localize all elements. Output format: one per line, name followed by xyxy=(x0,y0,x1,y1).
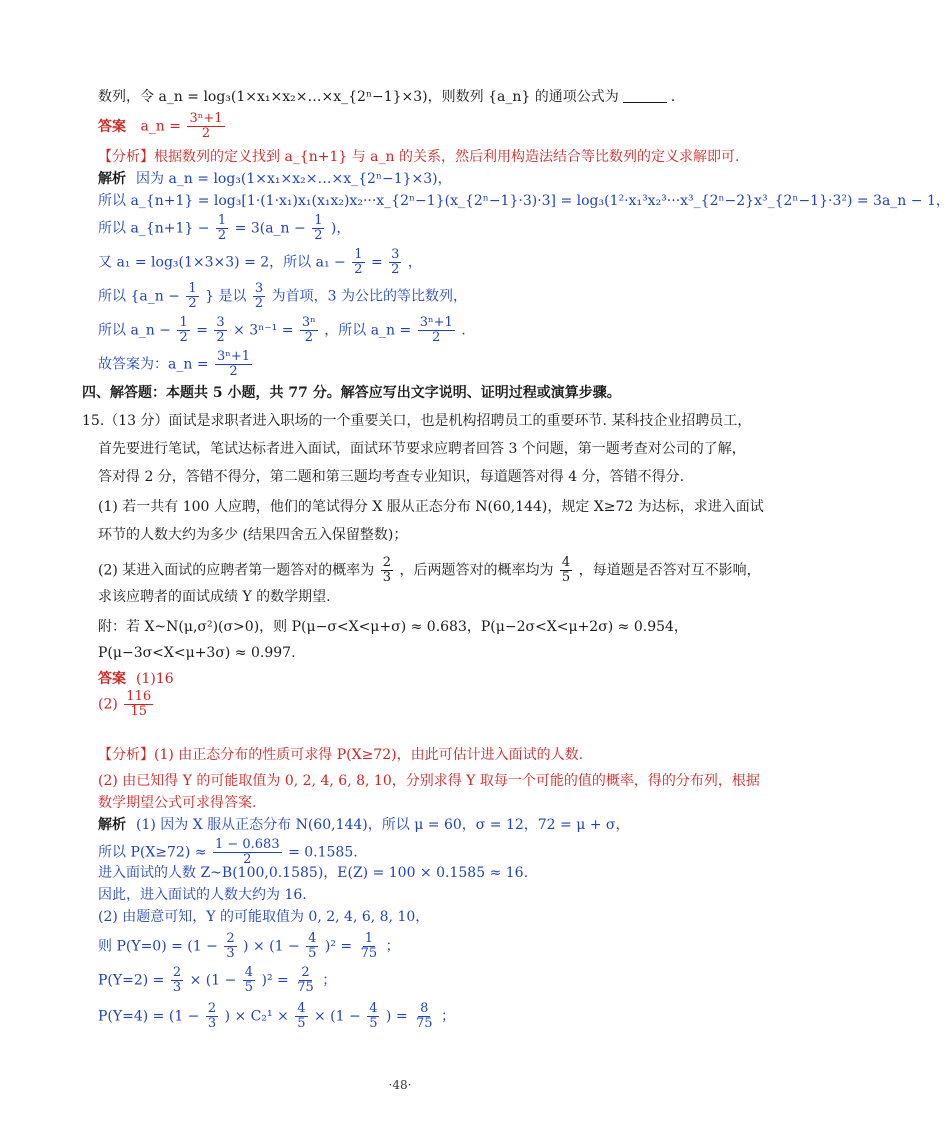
fraction-numerator: 3ⁿ+1 xyxy=(419,315,453,330)
text-part: ) = xyxy=(385,1008,408,1025)
text-part: ，所以 a_n = xyxy=(324,322,412,339)
answer-part-2: (2) xyxy=(98,696,118,713)
text-part: = xyxy=(196,322,208,339)
analysis-line-14: 【分析】根据数列的定义找到 a_{n+1} 与 a_n 的关系，然后利用构造法结合等比数列的定义求解即可. xyxy=(98,149,740,165)
solution-line-6 xyxy=(98,316,466,345)
fraction-three-halves xyxy=(253,282,265,311)
section-heading: 四、解答题：本题共 5 小题，共 77 分。解答应写出文字说明、证明过程或演算步骤。 xyxy=(82,385,621,401)
fraction-two-thirds xyxy=(206,1002,218,1031)
fraction-denominator: 2 xyxy=(217,228,227,243)
fraction-numerator: 1 − 0.683 xyxy=(214,837,280,852)
solution-15-line-7 xyxy=(98,966,336,995)
solution-text: 因为 a_n = log₃(1×x₁×x₂×…×x_{2ⁿ−1}×3)， xyxy=(136,171,452,187)
fraction-half xyxy=(352,248,364,277)
fraction-denominator: 2 xyxy=(254,296,264,311)
solution-line-7 xyxy=(98,350,254,379)
text-part: = xyxy=(370,254,383,271)
text-part: = 0.1585. xyxy=(288,844,358,861)
fraction-numerator: 8 xyxy=(420,1001,429,1016)
fraction-numerator: 4 xyxy=(244,965,254,980)
fraction-numerator: 3ⁿ xyxy=(301,315,316,330)
problem-14-tail xyxy=(98,86,675,108)
problem-15-line-2: 首先要进行笔试，笔试达标者进入面试，面试环节要求应聘者回答 3 个问题，第一题考查对公司的了解， xyxy=(98,441,746,457)
text-part: ； xyxy=(441,1008,456,1025)
fraction-denominator: 2 xyxy=(432,330,441,345)
fraction-numerator: 116 xyxy=(126,689,152,704)
fraction-denominator: 3 xyxy=(382,570,392,585)
fraction-two-thirds xyxy=(224,932,236,961)
solution-line-1 xyxy=(98,168,452,190)
text-part: )² = xyxy=(261,972,289,989)
fraction-denominator: 15 xyxy=(130,704,147,719)
solution-line-3 xyxy=(98,214,350,243)
text-part: )² = xyxy=(324,938,353,955)
text-part: 所以 a_{n+1} − xyxy=(98,220,210,237)
solution-line-5 xyxy=(98,282,467,311)
problem-14-text: 数列，令 a_n = log₃(1×x₁×x₂×…×x_{2ⁿ−1}×3)，则数列 {a_n} 的通项公式为 xyxy=(98,89,619,105)
answer-line-15b xyxy=(98,690,155,719)
answer-line-15 xyxy=(98,668,174,690)
fraction-numerator: 1 xyxy=(179,315,188,330)
text-part: × 3ⁿ⁻¹ = xyxy=(233,322,294,339)
text-part: 则 P(Y=0) = (1 − xyxy=(98,938,218,955)
text-part: ，每道题是否答对互不影响， xyxy=(578,562,761,579)
fraction-denominator: 2 xyxy=(201,126,211,141)
text-part: = 3(a_n − xyxy=(234,220,306,237)
text-part: 所以 {a_n − xyxy=(98,288,180,305)
page-number: ·48· xyxy=(388,1078,412,1092)
fraction-three-halves xyxy=(389,248,401,277)
fraction-denominator: 5 xyxy=(369,1016,378,1031)
fraction-numerator: 1 xyxy=(217,213,227,228)
text-part: } 是以 xyxy=(205,288,247,305)
fraction-numerator: 3 xyxy=(254,281,264,296)
problem-15-line-7: 求该应聘者的面试成绩 Y 的数学期望. xyxy=(98,589,331,605)
problem-15-appendix-1: 附：若 X~N(μ,σ²)(σ>0)，则 P(μ−σ<X<μ+σ) ≈ 0.683，P(μ−2σ<X<μ+2σ) ≈ 0.954， xyxy=(98,619,688,635)
fraction-one-75 xyxy=(359,932,380,961)
fraction-two-thirds xyxy=(381,556,393,585)
answer-line-14 xyxy=(98,112,227,141)
fraction-numerator: 1 xyxy=(188,281,197,296)
solution-15-line-4: 因此，进入面试的人数大约为 16. xyxy=(98,887,307,903)
fraction-four-fifths xyxy=(306,932,318,961)
text-part: 又 a₁ = log₃(1×3×3) = 2，所以 a₁ − xyxy=(98,254,346,271)
fraction-numerator: 1 xyxy=(314,213,323,228)
fraction-3n-half xyxy=(300,316,318,345)
fraction-half xyxy=(312,214,324,243)
fraction-four-fifths xyxy=(243,966,255,995)
fraction-answer xyxy=(124,690,153,719)
text-part: ， xyxy=(407,254,422,271)
fraction-denominator: 75 xyxy=(360,946,378,961)
solution-line-2: 所以 a_{n+1} = log₃[1·(1·x₁)x₁(x₁x₂)x₂···x_{2ⁿ−1}(x_{2ⁿ−1}·3)·3] = log₃(1²·x₁³x₂³···x³_{2ⁿ−2}x³_{2ⁿ−1}·3²) = 3a_n − 1， xyxy=(98,193,950,209)
problem-15-line-4: (1) 若一共有 100 人应聘，他们的笔试得分 X 服从正态分布 N(60,144)，规定 X≥72 为达标，求进入面试 xyxy=(98,499,764,515)
answer-fraction xyxy=(187,112,224,141)
problem-15-line-6 xyxy=(98,556,761,585)
text-part: )， xyxy=(330,220,351,237)
fraction-four-fifths xyxy=(560,556,572,585)
fraction-numerator: 2 xyxy=(172,965,182,980)
fraction-numerator: 3 xyxy=(391,247,400,262)
answer-expr: a_n = xyxy=(140,118,181,135)
fraction-numerator: 2 xyxy=(207,1001,217,1016)
fraction-3n1-half xyxy=(418,316,455,345)
solution-15-line-6 xyxy=(98,932,400,961)
fraction-denominator: 3 xyxy=(172,980,182,995)
fraction-four-fifths xyxy=(295,1002,307,1031)
analysis-line-15-2: (2) 由已知得 Y 的可能取值为 0, 2, 4, 6, 8, 10，分别求得 Y 取每一个可能的值的概率，得的分布列，根据 xyxy=(98,773,760,789)
fraction-denominator: 5 xyxy=(244,980,254,995)
fraction-denominator: 2 xyxy=(188,296,197,311)
problem-15-line-5: 环节的人数大约为多少 (结果四舍五入保留整数)； xyxy=(98,527,408,543)
fraction-numerator: 2 xyxy=(382,555,392,570)
text-part: ) × C₂¹ × xyxy=(224,1008,289,1025)
fraction-denominator: 5 xyxy=(561,570,571,585)
fraction-eight-75 xyxy=(414,1002,435,1031)
text-part: ； xyxy=(322,972,337,989)
text-part: ) × (1 − xyxy=(243,938,300,955)
text-part: P(Y=2) = xyxy=(98,972,165,989)
fraction-denominator: 3 xyxy=(226,946,235,961)
fraction-denominator: 2 xyxy=(229,364,238,379)
solution-15-line-1 xyxy=(98,814,630,836)
answer-label: 答案 xyxy=(98,118,126,135)
text-part: 所以 P(X≥72) ≈ xyxy=(98,844,207,861)
fraction-numerator: 3 xyxy=(216,315,225,330)
fraction-denominator: 75 xyxy=(297,980,314,995)
text-part: (2) 某进入面试的应聘者第一题答对的概率为 xyxy=(98,562,375,579)
fraction-denominator: 2 xyxy=(243,852,252,867)
fraction-numerator: 4 xyxy=(369,1001,378,1016)
text-part: ； xyxy=(385,938,400,955)
solution-15-line-5: (2) 由题意可知，Y 的可能取值为 0, 2, 4, 6, 8, 10， xyxy=(98,909,430,925)
solution-line-4 xyxy=(98,248,422,277)
fraction-denominator: 2 xyxy=(304,330,313,345)
text-part: 故答案为：a_n = xyxy=(98,356,209,373)
fraction-denominator: 2 xyxy=(391,262,400,277)
fraction-denominator: 2 xyxy=(354,262,363,277)
solution-label: 解析 xyxy=(98,817,126,833)
fraction-numerator: 2 xyxy=(226,931,235,946)
analysis-line-15-3: 数学期望公式可求得答案. xyxy=(98,795,257,811)
fraction-numerator: 4 xyxy=(308,931,317,946)
solution-text: (1) 因为 X 服从正态分布 N(60,144)，所以 μ = 60，σ = 12，72 = μ + σ， xyxy=(136,817,630,833)
fraction-four-fifths xyxy=(367,1002,379,1031)
fraction-two-thirds xyxy=(171,966,183,995)
fraction-denominator: 2 xyxy=(179,330,188,345)
fraction-numerator: 2 xyxy=(301,965,310,980)
problem-15-appendix-2: P(μ−3σ<X<μ+3σ) ≈ 0.997. xyxy=(98,645,296,661)
fraction-half xyxy=(177,316,189,345)
fraction-numerator: 3ⁿ+1 xyxy=(189,111,223,126)
solution-15-line-8 xyxy=(98,1002,455,1031)
fraction-half xyxy=(186,282,198,311)
fraction-denominator: 5 xyxy=(297,1016,306,1031)
fraction-numerator: 1 xyxy=(354,247,363,262)
text-part: × (1 − xyxy=(314,1008,361,1025)
fraction-numerator: 1 xyxy=(364,931,374,946)
solution-15-line-3: 进入面试的人数 Z~B(100,0.1585)，E(Z) = 100 × 0.1585 ≈ 16. xyxy=(98,865,529,881)
fraction-denominator: 2 xyxy=(216,330,225,345)
fraction-denominator: 75 xyxy=(416,1016,433,1031)
text-part: P(Y=4) = (1 − xyxy=(98,1008,200,1025)
text-part: × (1 − xyxy=(189,972,237,989)
answer-label: 答案 xyxy=(98,671,126,687)
period: . xyxy=(670,89,676,105)
fraction-numerator: 3ⁿ+1 xyxy=(217,349,251,364)
analysis-line-15-1: 【分析】(1) 由正态分布的性质可求得 P(X≥72)，由此可估计进入面试的人数. xyxy=(98,747,584,763)
problem-15-line-1: 15.（13 分）面试是求职者进入职场的一个重要关口，也是机构招聘员工的重要环节. 某科技企业招聘员工， xyxy=(82,413,752,429)
fraction-3n1-half xyxy=(215,350,252,379)
fraction-half xyxy=(216,214,228,243)
fraction-numerator: 4 xyxy=(561,555,571,570)
text-part: 为首项，3 为公比的等比数列， xyxy=(271,288,467,305)
text-part: ，后两题答对的概率均为 xyxy=(399,562,554,579)
fraction-two-75 xyxy=(295,966,316,995)
answer-part-1: (1)16 xyxy=(136,671,174,687)
solution-label: 解析 xyxy=(98,171,126,187)
fraction-three-halves xyxy=(214,316,226,345)
fraction-denominator: 5 xyxy=(308,946,317,961)
fraction-denominator: 3 xyxy=(207,1016,217,1031)
problem-15-line-3: 答对得 2 分，答错不得分，第二题和第三题均考查专业知识，每道题答对得 4 分，答错不得分. xyxy=(98,469,685,485)
fraction-numerator: 4 xyxy=(297,1001,306,1016)
text-part: . xyxy=(461,322,466,339)
fraction-denominator: 2 xyxy=(314,228,323,243)
text-part: 所以 a_n − xyxy=(98,322,171,339)
answer-blank xyxy=(623,88,667,103)
